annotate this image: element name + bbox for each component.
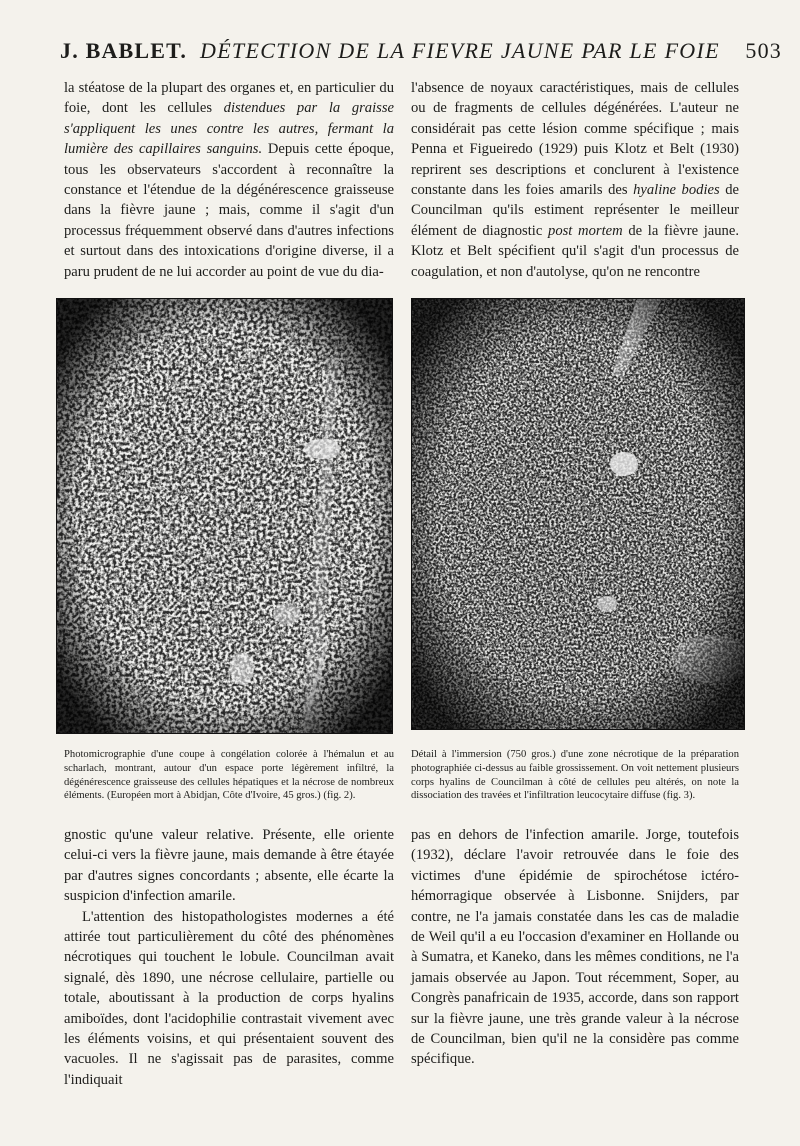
photomicrograph-fig-3 — [411, 298, 745, 730]
page-number: 503 — [745, 38, 782, 63]
paragraph: pas en dehors de l'infection amarile. Jorge, toutefois (1932), déclare l'avoir retrouvée dans le foie des victimes d'une épidémie de spirochétose ictéro-hémorragique observée à Lisbonne. Snijders, par contre, ne l'a jamais constatée dans les cas de maladie de Weil qu'il a eu l'occasion d'examiner en Hollande ou à Sumatra, et Kaneko, dans les mêmes conditions, ne l'a jamais observée au Japon. Tout récemment, Soper, au Congrès panafricain de 1935, accorde, dans son rapport sur la fièvre jaune, une très grande valeur à la nécrose de Councilman, bien qu'il ne la considère pas comme spécifique. — [411, 827, 739, 1068]
right-column-top — [411, 78, 739, 282]
running-header — [60, 38, 782, 74]
header-title: DÉTECTION DE LA FIEVRE JAUNE PAR LE FOIE — [200, 38, 720, 63]
paragraph: gnostic qu'une valeur relative. Présente, elle oriente celui-ci vers la fièvre jaune, mais demande à être étayée par d'autres signes concordants ; absente, elle écarte la suspicion d'infection amarile. — [64, 827, 394, 905]
header-author: J. BABLET. — [60, 38, 188, 63]
figure-caption-fig-3: Détail à l'immersion (750 gros.) d'une zone nécrotique de la préparation photographiée ci-dessus au faible grossissement. On voit nettement plusieurs corps hyalins de Councilman à côté de cellules peu altérés, on note la dissociation des travées et l'infiltration leucocytaire diffuse (fig. 3). — [411, 749, 739, 802]
photomicrograph-fig-2 — [56, 298, 393, 734]
paragraph: L'attention des histopathologistes modernes a été attirée tout particulièrement du côté des phénomènes nécrotiques qui touchent le lobule. Councilman avait signalé, dès 1890, une nécrose cellulaire, partielle ou totale, aboutissant à la production de corps hyalins amiboïdes, dont l'acidophilie contrastait vivement avec les éléments voisins, et qui présentaient souvent des vacuoles. Il ne s'agissait pas de parasites, comme l'indiquait — [64, 908, 394, 1088]
figure-caption-fig-2: Photomicrographie d'une coupe à congélation colorée à l'hémalun et au scharlach, montrant, autour d'un espace porte légèrement infiltré, la dégénérescence graisseuse des cellules hépatiques et la nécrose de nombreux éléments. (Européen mort à Abidjan, Côte d'Ivoire, 45 gros.) (fig. 2). — [64, 749, 394, 802]
left-column-bottom — [64, 825, 394, 1090]
right-column-bottom — [411, 825, 739, 1070]
left-column-top — [64, 78, 394, 282]
paragraph: l'absence de noyaux caractéristiques, mais de cellules ou de fragments de cellules dégénérées. L'auteur ne considérait pas cette lésion comme spécifique ; mais Penna et Figueiredo (1929) puis Klotz et Belt (1930) reprirent ses descriptions et conclurent à l'existence constante dans les foies amarils des hyaline bodies de Councilman qu'ils estiment représenter le meilleur élément de diagnostic post mortem de la fièvre jaune. Klotz et Belt spécifient qu'il s'agit d'un processus de coagulation, et non d'autolyse, qu'on ne rencontre — [411, 80, 739, 280]
paragraph: la stéatose de la plupart des organes et, en particulier du foie, dont les cellules distendues par la graisse s'appliquent les unes contre les autres, fermant la lumière des capillaires sanguins. Depuis cette époque, tous les observateurs s'accordent à reconnaître la constance et l'étendue de la dégénérescence graisseuse dans la fièvre jaune ; mais, comme il s'agit d'un processus fréquemment observé dans d'autres infections et surtout dans des intoxications d'origine diverse, il a paru prudent de ne lui accorder au point de vue du dia- — [64, 80, 394, 280]
